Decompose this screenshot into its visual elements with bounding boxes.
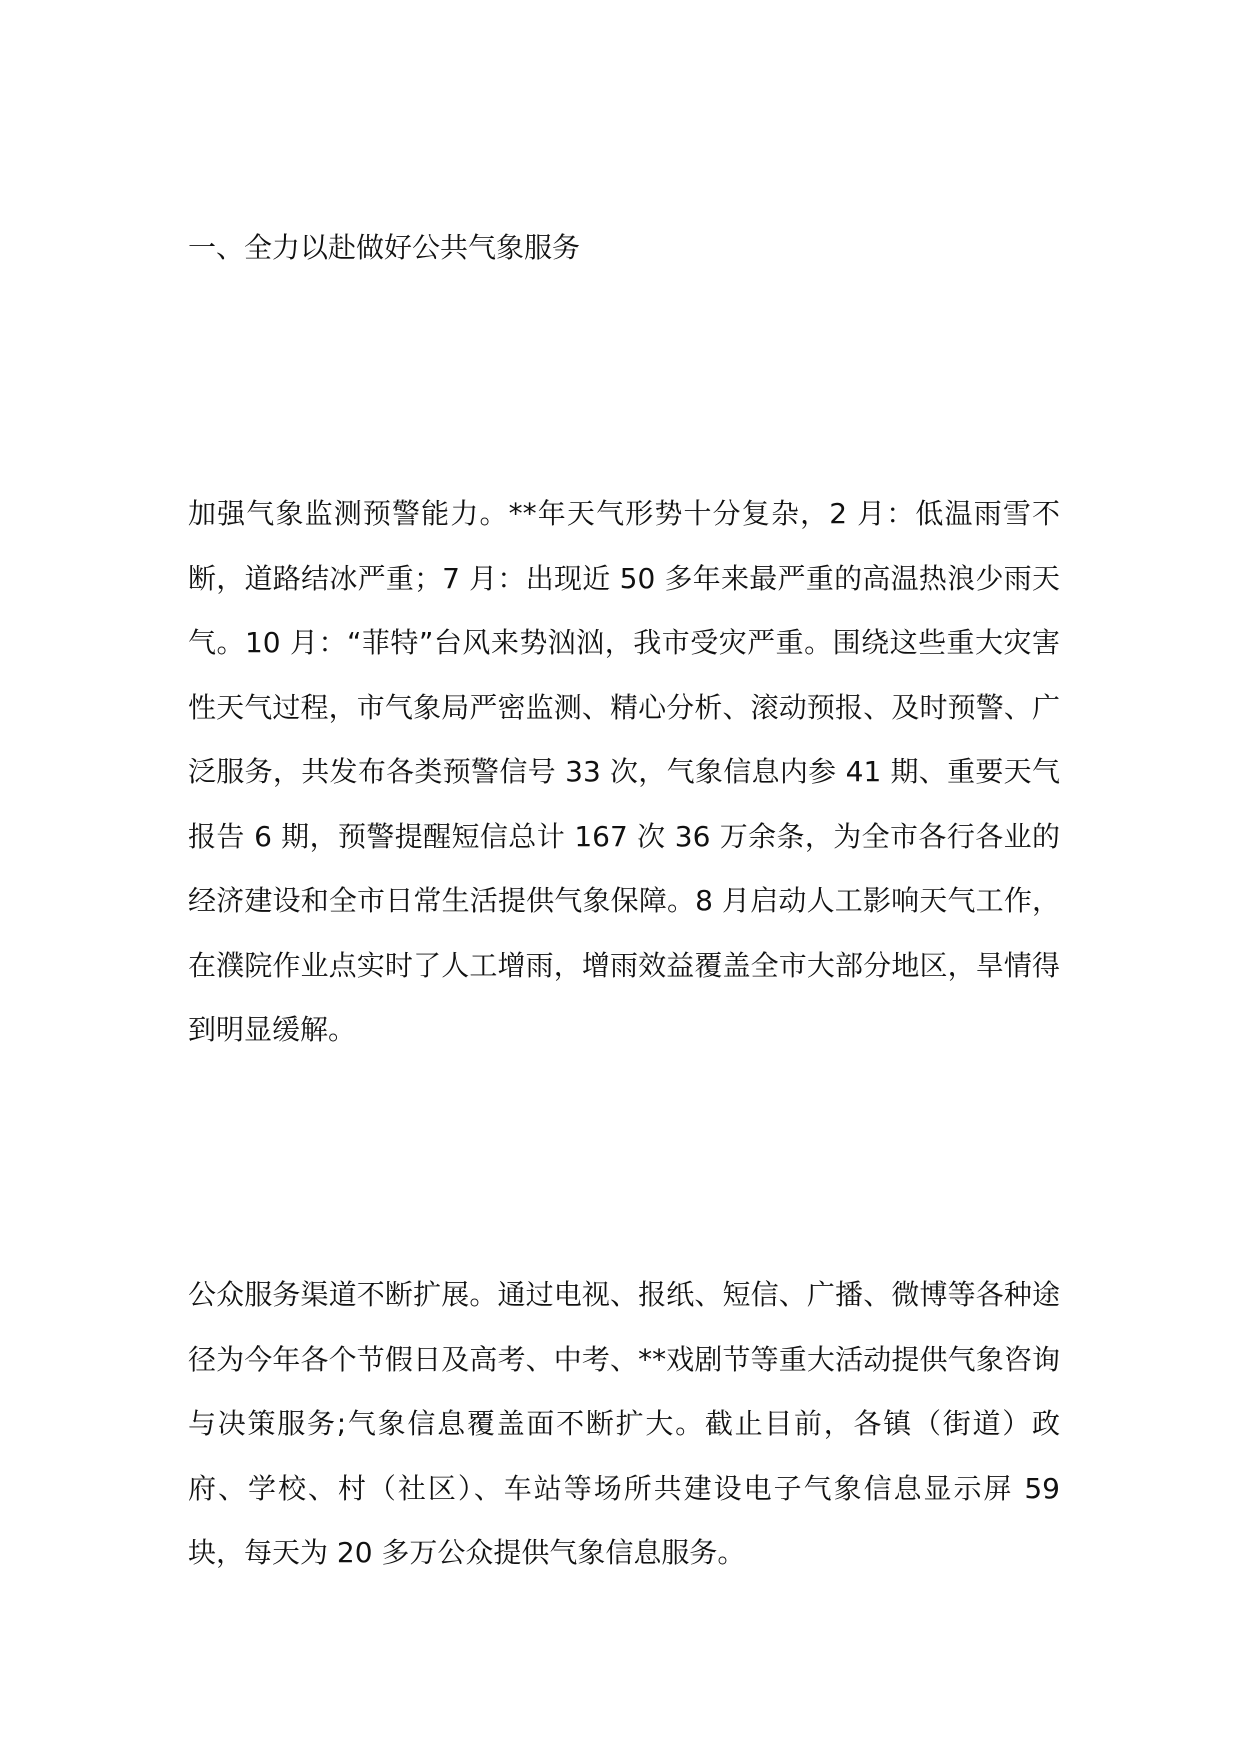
paragraph-public-service-channels: 公众服务渠道不断扩展。通过电视、报纸、短信、广播、微博等各种途径为今年各个节假日及高考、中考、**戏剧节等重大活动提供气象咨询与决策服务;气象信息覆盖面不断扩大。截止目前，各镇（街道）政府、学校、村（社区）、车站等场所共建设电子气象信息显示屏 59 块，每天为 20 多万公众提供气象信息服务。	[188, 1278, 1060, 1569]
paragraph-monitoring-warning: 加强气象监测预警能力。**年天气形势十分复杂，2 月：低温雨雪不断，道路结冰严重；7 月：出现近 50 多年来最严重的高温热浪少雨天气。10 月：“菲特”台风来势汹汹，我市受灾严重。围绕这些重大灾害性天气过程，市气象局严密监测、精心分析、滚动预报、及时预警、广泛服务，共发布各类预警信号 33 次，气象信息内参 41 期、重要天气报告 6 期，预警提醒短信总计 167 次 36 万余条，为全市各行各业的经济建设和全市日常生活提供气象保障。8 月启动人工影响天气工作，在濮院作业点实时了人工增雨，增雨效益覆盖全市大部分地区，旱情得到明显缓解。	[188, 497, 1060, 1046]
section-heading: 一、全力以赴做好公共气象服务	[188, 231, 581, 264]
